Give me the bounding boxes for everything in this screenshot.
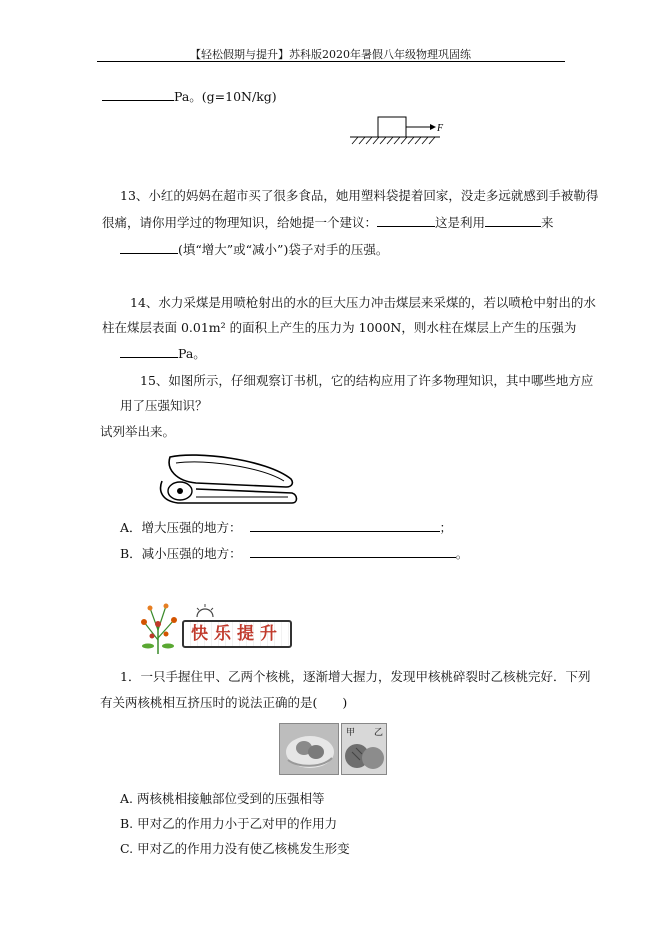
force-arrowhead bbox=[430, 124, 436, 130]
q13-line1: 13、小红的妈妈在超市买了很多食品，她用塑料袋提着回家，没走多远就感到手被勒得 bbox=[120, 188, 599, 203]
q13-text-c: 来 bbox=[541, 215, 554, 230]
mc1-line2: 有关两核桃相互挤压时的说法正确的是( ) bbox=[100, 695, 348, 710]
sun-icon bbox=[194, 603, 216, 619]
label-yi: 乙 bbox=[374, 728, 384, 738]
label-jia: 甲 bbox=[346, 728, 356, 738]
unit-text: Pa。(g=10N/kg) bbox=[174, 89, 277, 104]
answer-blank[interactable] bbox=[102, 88, 174, 101]
section-badge: 快乐提升 bbox=[182, 620, 292, 648]
q14-line3 bbox=[120, 345, 206, 363]
q15-answer-b bbox=[120, 545, 468, 563]
q14-line2: 柱在煤层表面 0.01m² 的面积上产生的压力为 1000N，则水柱在煤层上产生的压强为 bbox=[102, 320, 577, 335]
q13-blank-3[interactable] bbox=[120, 241, 178, 254]
plant-icon bbox=[130, 600, 190, 656]
q15-a-end: ； bbox=[439, 520, 453, 535]
mc1-line1: 1．一只手握住甲、乙两个核桃，逐渐增大握力，发现甲核桃碎裂时乙核桃完好．下列 bbox=[120, 669, 591, 684]
mc1-option-c[interactable]: C. 甲对乙的作用力没有使乙核桃发生形变 bbox=[120, 841, 350, 856]
stapler-pivot bbox=[177, 488, 183, 494]
mc1-option-a[interactable]: A. 两核桃相接触部位受到的压强相等 bbox=[120, 791, 325, 806]
walnut-pair-photo bbox=[341, 723, 387, 775]
hand-walnuts-photo bbox=[279, 723, 339, 775]
q13-text-d: (填“增大”或“减小”)袋子对手的压强。 bbox=[178, 242, 389, 257]
block-force-figure bbox=[348, 112, 444, 148]
q15-a-blank[interactable] bbox=[250, 519, 440, 532]
q15-b-end: 。 bbox=[455, 546, 469, 561]
mc1-option-b[interactable]: B. 甲对乙的作用力小于乙对甲的作用力 bbox=[120, 816, 338, 831]
q15-answer-a bbox=[120, 519, 452, 537]
stapler-figure bbox=[156, 447, 301, 509]
q13-line3 bbox=[120, 241, 388, 259]
q14-blank[interactable] bbox=[120, 345, 178, 358]
surface-hatching bbox=[352, 137, 435, 144]
q14-unit: Pa。 bbox=[178, 346, 206, 361]
q15-line2: 用了压强知识？ bbox=[120, 398, 208, 413]
block bbox=[378, 117, 406, 137]
q13-blank-1[interactable] bbox=[377, 214, 435, 227]
q13-text-b: 这是利用 bbox=[435, 215, 486, 230]
stapler-top-arm bbox=[169, 455, 292, 487]
q15-line3: 试列举出来。 bbox=[100, 424, 176, 439]
force-label: F bbox=[437, 123, 444, 134]
answer-line-top bbox=[102, 88, 277, 106]
q13-text-a: 很痛，请你用学过的物理知识，给她提一个建议： bbox=[102, 215, 378, 230]
q15-b-blank[interactable] bbox=[250, 545, 456, 558]
q13-blank-2[interactable] bbox=[485, 214, 541, 227]
header-rule bbox=[97, 61, 565, 62]
q15-b-label: B．减小压强的地方： bbox=[120, 546, 242, 561]
q14-line1: 14、水力采煤是用喷枪射出的水的巨大压力冲击煤层来采煤的，若以喷枪中射出的水 bbox=[130, 295, 596, 310]
q13-line2 bbox=[102, 214, 554, 232]
q15-a-label: A．增大压强的地方： bbox=[120, 520, 242, 535]
q15-line1: 15、如图所示，仔细观察订书机，它的结构应用了许多物理知识，其中哪些地方应 bbox=[140, 373, 594, 388]
page-header: 【轻松假期与提升】苏科版2020年暑假八年级物理巩固练 bbox=[190, 48, 471, 61]
